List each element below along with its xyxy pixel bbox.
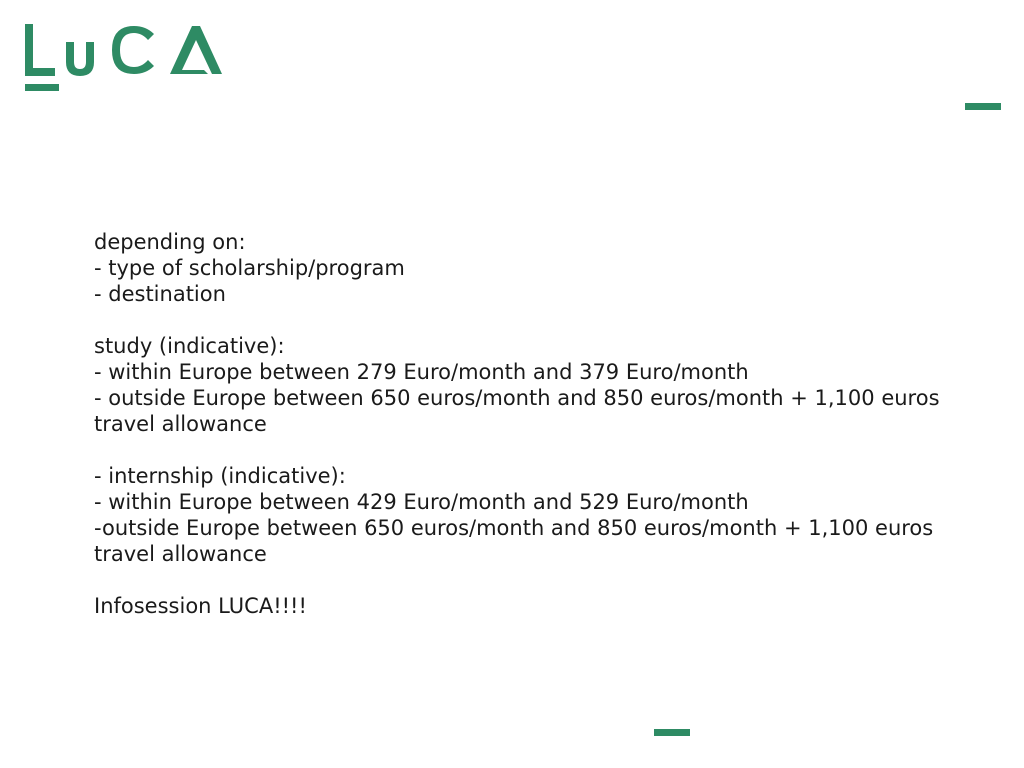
text-line: depending on: bbox=[94, 230, 246, 254]
text-line: - outside Europe between 650 euros/month and 850 euros/month + 1,100 euros travel allowance bbox=[94, 386, 940, 436]
paragraph-infosession bbox=[94, 593, 974, 619]
decorative-dash-bottom bbox=[654, 729, 690, 736]
luca-logo bbox=[22, 20, 224, 94]
paragraph-study bbox=[94, 333, 974, 437]
decorative-dash-top bbox=[965, 103, 1001, 110]
text-line: - within Europe between 279 Euro/month and 379 Euro/month bbox=[94, 360, 749, 384]
paragraph-internship bbox=[94, 463, 974, 567]
text-line: - internship (indicative): bbox=[94, 464, 346, 488]
text-line: - destination bbox=[94, 282, 226, 306]
luca-logo-mark bbox=[22, 20, 224, 94]
text-line: -outside Europe between 650 euros/month and 850 euros/month + 1,100 euros travel allowance bbox=[94, 516, 934, 566]
text-line: study (indicative): bbox=[94, 334, 285, 358]
paragraph-depending bbox=[94, 229, 974, 307]
text-line: - within Europe between 429 Euro/month and 529 Euro/month bbox=[94, 490, 749, 514]
text-line: Infosession LUCA!!!! bbox=[94, 594, 307, 618]
slide-body bbox=[94, 229, 974, 619]
text-line: - type of scholarship/program bbox=[94, 256, 405, 280]
